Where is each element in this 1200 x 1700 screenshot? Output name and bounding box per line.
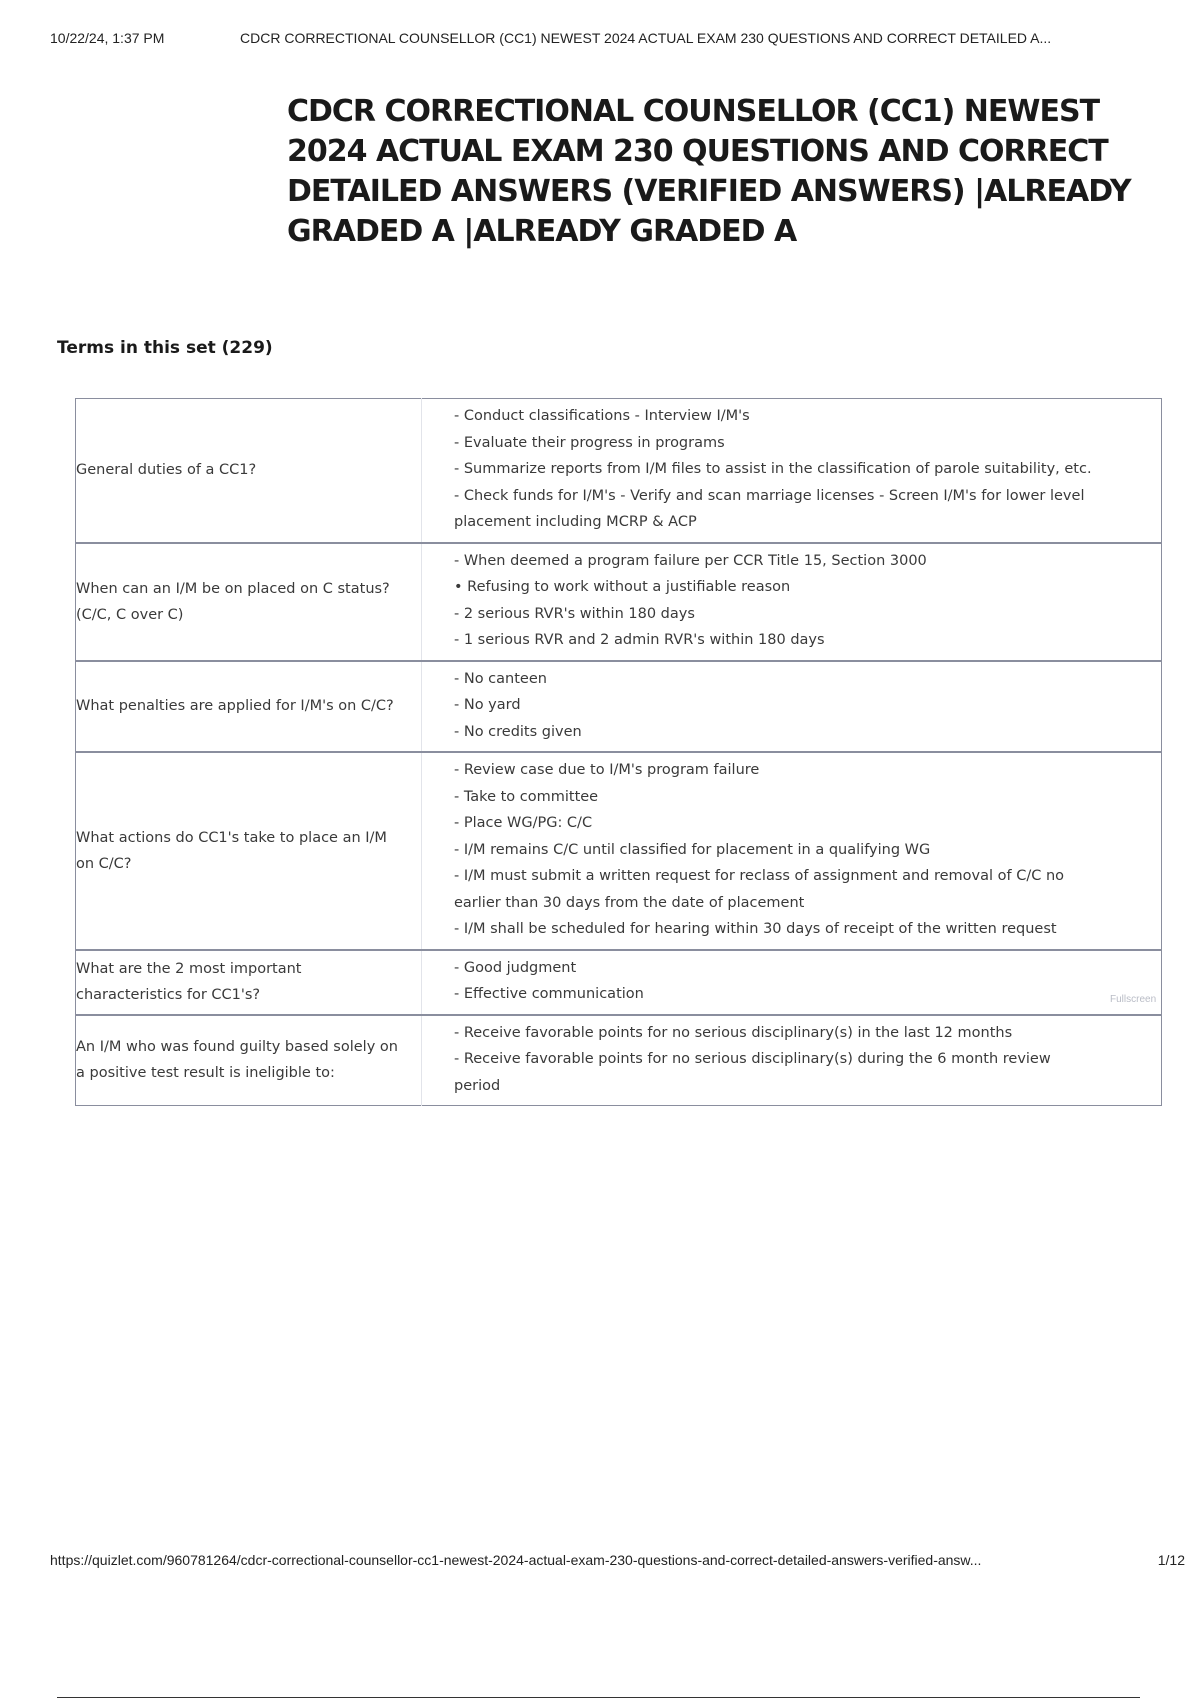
definition-line: - No yard [454,697,521,713]
definition-line: - Conduct classifications - Interview I/M's [454,408,750,424]
term-row [76,661,1162,753]
definition-line: - Evaluate their progress in programs [454,434,725,451]
definition-line: - 1 serious RVR and 2 admin RVR's within 180 days [454,632,825,648]
term-text: General duties of a CC1? [76,399,422,543]
bottom-divider [57,1697,1140,1698]
page-title: CDCR CORRECTIONAL COUNSELLOR (CC1) NEWEST 2024 ACTUAL EXAM 230 QUESTIONS AND CORRECT DETAILED ANSWERS (VERIFIED ANSWERS) |ALREADY GRADED A |ALREADY GRADED A [287,94,1131,249]
definition-cell [422,950,1162,1015]
definition-line: - Good judgment [454,959,577,976]
page-number: 1/12 [1157,1552,1185,1568]
definition-line: - No canteen [454,670,547,687]
term-text: What penalties are applied for I/M's on C/C? [76,661,422,753]
term-row [76,543,1162,661]
term-text: What actions do CC1's take to place an I/M on C/C? [76,752,422,950]
term-row [76,950,1162,1015]
term-row [76,1015,1162,1106]
definition-line: • Refusing to work without a justifiable reason [454,579,791,595]
term-row [76,752,1162,950]
terms-table [75,398,1162,1106]
definition-line: - Place WG/PG: C/C [454,815,593,831]
term-text: An I/M who was found guilty based solely on a positive test result is ineligible to: [76,1015,422,1106]
definition-cell [422,752,1162,950]
definition-cell [422,399,1162,543]
definition-cell [422,543,1162,661]
term-text: When can an I/M be on placed on C status? (C/C, C over C) [76,543,422,661]
definition-line: - I/M remains C/C until classified for placement in a qualifying WG [454,841,931,858]
term-text: What are the 2 most important characteristics for CC1's? [76,950,422,1015]
definition-line: - Effective communication [454,986,644,1002]
definition-line: - Review case due to I/M's program failure [454,762,760,778]
definition-line: - Summarize reports from I/M files to assist in the classification of parole suitability, etc. - Check funds for I/M's - Verify and scan marriage licenses - Screen I/M's for lower level placement including MCRP & ACP [454,461,1092,530]
definition-line: - No credits given [454,723,582,740]
print-footer-url: https://quizlet.com/960781264/cdcr-correctional-counsellor-cc1-newest-2024-actual-exam-230-questions-and-correct-detailed-answers-verified-answ... [50,1552,982,1568]
print-datetime: 10/22/24, 1:37 PM [50,30,165,46]
definition-line: - 2 serious RVR's within 180 days [454,605,695,622]
definition-cell [422,1015,1162,1106]
definition-line: - I/M shall be scheduled for hearing within 30 days of receipt of the written request [454,921,1057,937]
definition-line: - When deemed a program failure per CCR Title 15, Section 3000 [454,552,927,569]
print-header-title: CDCR CORRECTIONAL COUNSELLOR (CC1) NEWEST 2024 ACTUAL EXAM 230 QUESTIONS AND CORRECT DETAILED A... [240,30,1052,46]
fullscreen-button[interactable]: Fullscreen [1110,994,1157,1005]
term-row [76,399,1162,543]
definition-line: - Take to committee [454,788,599,805]
definition-line: - Receive favorable points for no serious disciplinary(s) during the 6 month review period [454,1051,1051,1094]
terms-heading: Terms in this set (229) [57,338,273,358]
definition-cell [422,661,1162,753]
definition-line: - Receive favorable points for no serious disciplinary(s) in the last 12 months [454,1024,1013,1041]
definition-line: - I/M must submit a written request for reclass of assignment and removal of C/C no earlier than 30 days from the date of placement [454,868,1065,911]
terms-table-body [76,399,1162,1106]
